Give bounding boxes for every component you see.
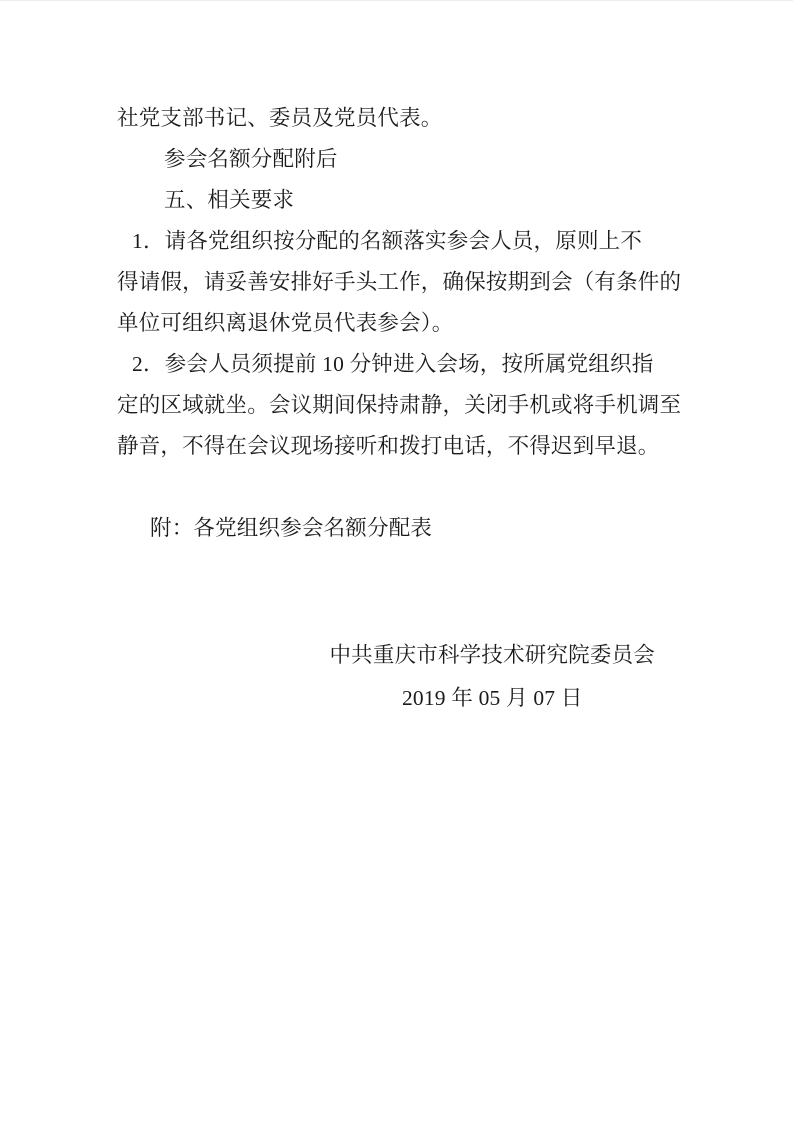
document-body [117,98,682,719]
body-line: 社党支部书记、委员及党员代表。 [117,106,443,130]
body-line: 得请假，请妥善安排好手头工作，确保按期到会（有条件的 [117,270,682,294]
signature-date: 2019 年 05 月 07 日 [401,686,583,710]
signature-block [329,635,655,719]
section-heading: 五、相关要求 [164,188,295,212]
body-line: 静音，不得在会议现场接听和拨打电话，不得迟到早退。 [117,434,660,458]
signature-organization: 中共重庆市科学技术研究院委员会 [329,643,655,667]
attachment-note: 附：各党组织参会名额分配表 [150,516,433,540]
body-line: 1．请各党组织按分配的名额落实参会人员，原则上不 [132,229,643,253]
body-line: 定的区域就坐。会议期间保持肃静，关闭手机或将手机调至 [117,393,682,417]
body-line: 参会名额分配附后 [164,147,338,171]
body-line: 单位可组织离退休党员代表参会）。 [117,311,454,335]
body-line: 2．参会人员须提前 10 分钟进入会场，按所属党组织指 [132,352,654,376]
